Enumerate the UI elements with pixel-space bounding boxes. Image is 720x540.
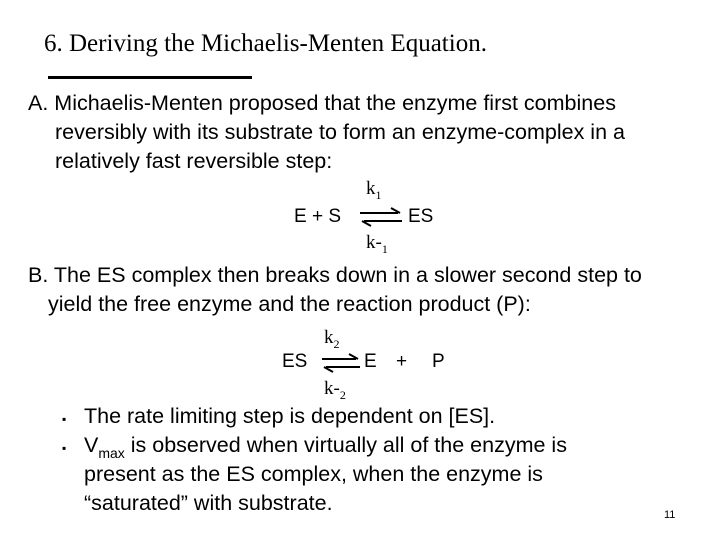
equation-2-forward-rate: [324, 327, 340, 349]
bullet-item-1: The rate limiting step is dependent on [ES].: [84, 404, 496, 428]
equilibrium-arrows-2-icon: [320, 352, 362, 374]
page-number: 11: [664, 509, 676, 521]
equilibrium-arrows-1-icon: [358, 206, 404, 228]
equation-1-reverse-sub: 1: [381, 242, 388, 256]
equation-1-forward-rate: [366, 178, 382, 200]
equation-2-forward-sub: 2: [333, 337, 340, 351]
bullet-item-2-line-1: [84, 433, 567, 461]
section-b-line-1: B. The ES complex then breaks down in a slower second step to: [28, 263, 642, 287]
bullet-marker-2: ▪: [62, 441, 67, 455]
equation-1-product: ES: [408, 206, 434, 227]
slide-title: 6. Deriving the Michaelis-Menten Equation.: [44, 30, 487, 57]
vmax-symbol: V: [84, 433, 99, 457]
equation-2-reverse-rate: [324, 378, 346, 400]
equation-1-reactants: E + S: [294, 206, 341, 227]
bullet-item-2-rest: is observed when virtually all of the enzyme is: [124, 433, 567, 457]
bullet-item-2-line-3: “saturated” with substrate.: [84, 491, 333, 515]
equation-2-enzyme: E: [364, 351, 377, 372]
section-a-line-1: A. Michaelis-Menten proposed that the enzyme first combines: [28, 91, 616, 115]
bullet-item-2-line-2: present as the ES complex, when the enzyme is: [84, 462, 543, 486]
equation-2-reactant: ES: [282, 351, 308, 372]
title-underline: [48, 76, 252, 79]
equation-1-forward-k: k: [366, 178, 376, 199]
equation-2-reverse-k: k-: [324, 378, 340, 399]
vmax-subscript: max: [98, 445, 125, 461]
equation-2-forward-k: k: [324, 327, 334, 348]
section-b-line-2: yield the free enzyme and the reaction product (P):: [48, 292, 531, 316]
bullet-marker-1: ▪: [62, 412, 67, 426]
equation-2-reverse-sub: 2: [339, 388, 346, 402]
equation-2-product: P: [432, 351, 445, 372]
equation-1-reverse-k: k-: [366, 232, 382, 253]
equation-2-plus: +: [396, 351, 408, 372]
section-a-line-2: reversibly with its substrate to form an enzyme-complex in a: [55, 120, 625, 144]
equation-1-forward-sub: 1: [375, 188, 382, 202]
section-a-line-3: relatively fast reversible step:: [55, 149, 333, 173]
equation-1-reverse-rate: [366, 232, 388, 254]
